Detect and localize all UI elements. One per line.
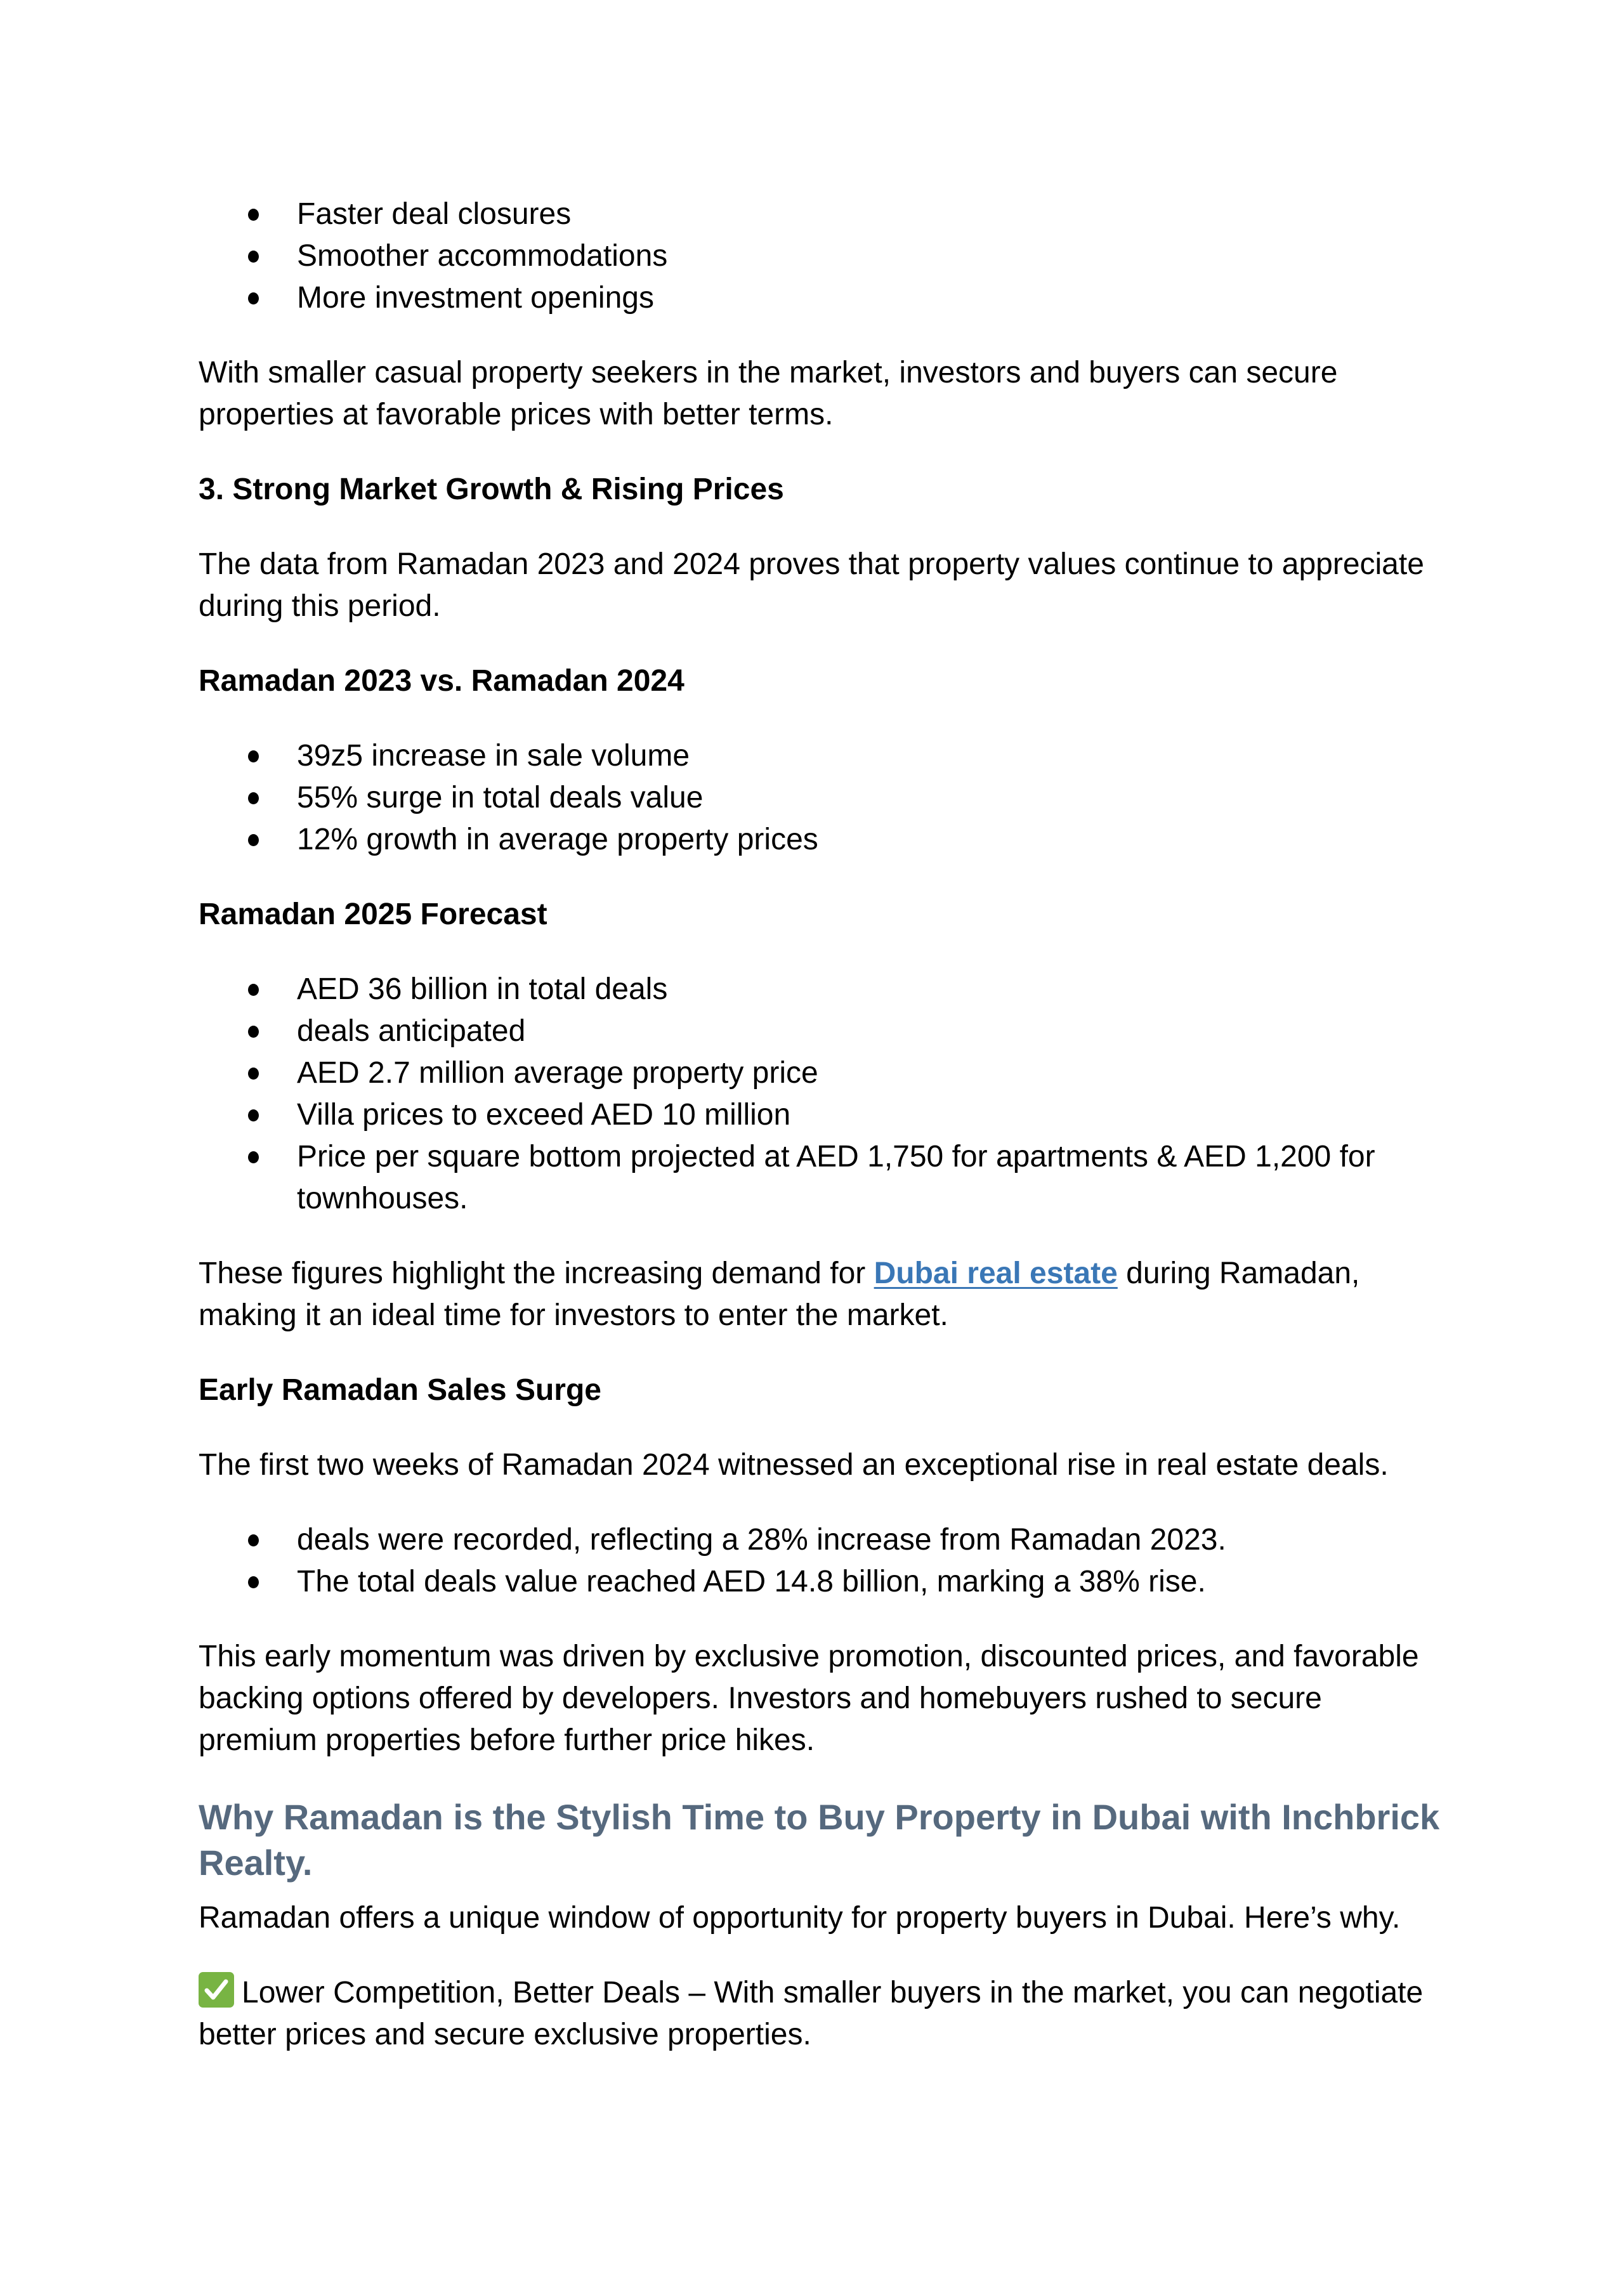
bullet-icon — [248, 209, 259, 221]
intro-bullet-list — [199, 193, 1442, 319]
bullet-icon — [248, 292, 259, 304]
bullet-icon — [248, 251, 259, 263]
bullet-icon — [248, 792, 259, 804]
why-ramadan-heading: Why Ramadan is the Stylish Time to Buy Property in Dubai with Inchbrick Realty. — [199, 1797, 1440, 1883]
list-item: Faster deal closures — [199, 193, 1442, 235]
momentum-paragraph: This early momentum was driven by exclusive promotion, discounted prices, and favorable backing options offered by developers. Investors and homebuyers rushed to secure premium properties before further price hikes. — [199, 1640, 1419, 1757]
list-item: More investment openings — [199, 277, 1442, 319]
list-item: Price per square bottom projected at AED 1,750 for apartments & AED 1,200 for townhouses. — [199, 1136, 1442, 1220]
figures-paragraph: These figures highlight the increasing demand for Dubai real estate during Ramadan, making it an ideal time for investors to enter the market. — [199, 1257, 1360, 1332]
bullet-icon — [248, 834, 259, 846]
comparison-bullet-list — [199, 735, 1442, 861]
market-growth-intro: The data from Ramadan 2023 and 2024 proves that property values continue to appreciate during this period. — [199, 547, 1424, 623]
dubai-real-estate-link[interactable]: Dubai real estate — [874, 1257, 1118, 1290]
early-surge-bullet-list — [199, 1519, 1442, 1603]
bullet-icon — [248, 984, 259, 996]
early-surge-heading: Early Ramadan Sales Surge — [199, 1373, 601, 1407]
list-item: deals anticipated — [199, 1010, 1442, 1052]
list-item: AED 2.7 million average property price — [199, 1052, 1442, 1094]
comparison-heading: Ramadan 2023 vs. Ramadan 2024 — [199, 664, 684, 698]
early-surge-intro: The first two weeks of Ramadan 2024 witnessed an exceptional rise in real estate deals. — [199, 1448, 1389, 1482]
document-page — [199, 193, 1442, 2089]
secure-paragraph: With smaller casual property seekers in the market, investors and buyers can secure properties at favorable prices with better terms. — [199, 356, 1338, 431]
list-item: 55% surge in total deals value — [199, 777, 1442, 819]
forecast-heading: Ramadan 2025 Forecast — [199, 898, 547, 931]
bullet-icon — [248, 1534, 259, 1546]
bullet-icon — [248, 1109, 259, 1121]
white-check-mark-icon — [199, 1972, 234, 2008]
list-item: 12% growth in average property prices — [199, 819, 1442, 861]
list-item: Smoother accommodations — [199, 235, 1442, 277]
bullet-icon — [248, 1026, 259, 1038]
section-heading-market-growth: 3. Strong Market Growth & Rising Prices — [199, 473, 784, 506]
bullet-icon — [248, 1068, 259, 1080]
why-ramadan-intro: Ramadan offers a unique window of opportunity for property buyers in Dubai. Here’s why. — [199, 1901, 1401, 1935]
bullet-icon — [248, 1151, 259, 1163]
list-item: 39z5 increase in sale volume — [199, 735, 1442, 777]
list-item: deals were recorded, reflecting a 28% increase from Ramadan 2023. — [199, 1519, 1442, 1561]
list-item: The total deals value reached AED 14.8 billion, marking a 38% rise. — [199, 1561, 1442, 1603]
bullet-icon — [248, 1576, 259, 1588]
list-item: Villa prices to exceed AED 10 million — [199, 1094, 1442, 1136]
lower-competition-item: Lower Competition, Better Deals – With smaller buyers in the market, you can negotiate better prices and secure exclusive properties. — [199, 1972, 1442, 2056]
list-item: AED 36 billion in total deals — [199, 969, 1442, 1010]
bullet-icon — [248, 750, 259, 762]
forecast-bullet-list — [199, 969, 1442, 1220]
